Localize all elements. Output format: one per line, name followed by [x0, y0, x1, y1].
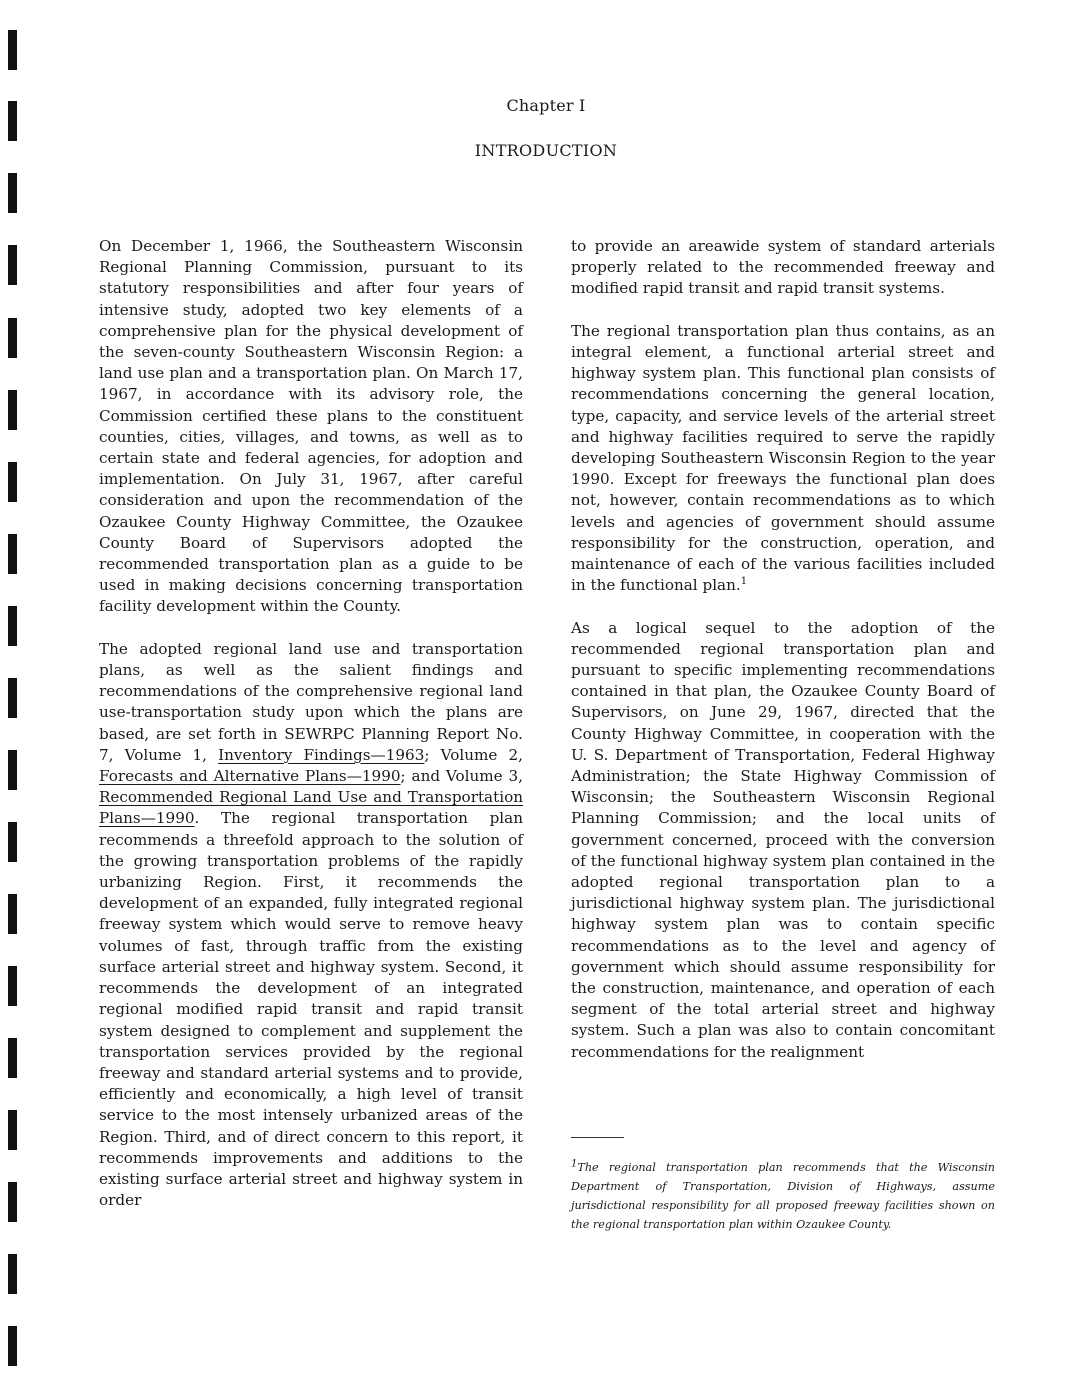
- paragraph-text: The adopted regional land use and transportation plans, as well as the salient findings and recommendations of the comprehensive regional land use-transportation study upon which the plans are based, are set forth in SEWRPC Planning Report No. 7, Volume 1,: [99, 639, 523, 764]
- binding-mark: [8, 1182, 17, 1222]
- report-title: Recommended Regional Land Use and Transportation Plans—1990: [99, 788, 523, 828]
- footnote-reference: 1: [740, 576, 748, 588]
- paragraph: On December 1, 1966, the Southeastern Wisconsin Regional Planning Commission, pursuant to its statutory responsibilities and after four years of intensive study, adopted two key elements of a comprehensive plan for the physical development of the seven-county Southeastern Wisconsin Region: a land use plan and a transportation plan. On March 17, 1967, in accordance with its advisory role, the Commission certified these plans to the constituent counties, cities, villages, and towns, as well as to certain state and federal agencies, for adoption and implementation. On July 31, 1967, after careful consideration and upon the recommendation of the Ozaukee County Highway Committee, the Ozaukee County Board of Supervisors adopted the recommended transportation plan as a guide to be used in making decisions concerning transportation facility development within the County.: [99, 237, 523, 616]
- paragraph-text: ; Volume 2,: [424, 745, 523, 764]
- binding-mark: [8, 245, 17, 285]
- report-title: Forecasts and Alternative Plans—1990: [99, 767, 401, 786]
- report-title: Inventory Findings—1963: [218, 745, 425, 764]
- chapter-label: Chapter I: [506, 96, 586, 115]
- binding-mark: [8, 173, 17, 213]
- paragraph-text: . The regional transportation plan recommends a threefold approach to the solution of the growing transportation problems of the rapidly urbanizing Region. First, it recommends the development of an expanded, fully integrated regional freeway system which would serve to remove heavy volumes of fast, through traffic from the existing surface arterial street and highway system. Second, it recommends the development of an integrated regional modified rapid transit and rapid transit system designed to complement and supplement the transportation services provided by the regional freeway and standard arterial systems and to provide, efficiently and economically, a high level of transit service to the most intensely urbanized areas of the Region. Third, and of direct concern to this report, it recommends improvements and additions to the existing surface arterial street and highway system in order: [99, 809, 523, 1210]
- binding-mark: [8, 1110, 17, 1150]
- binding-mark: [8, 1326, 17, 1366]
- binding-mark: [8, 30, 17, 70]
- footnote-marker: 1: [571, 1158, 578, 1170]
- binding-mark: [8, 822, 17, 862]
- footnote-text: The regional transportation plan recommends that the Wisconsin Department of Transportation, Division of Highways, assume jurisdictional responsibility for all proposed freeway facilities shown on the regional transportation plan within Ozaukee County.: [571, 1161, 995, 1231]
- paragraph: As a logical sequel to the adoption of the recommended regional transportation plan and pursuant to specific implementing recommendations contained in that plan, the Ozaukee County Board of Supervisors, on June 29, 1967, directed that the County Highway Committee, in cooperation with the U. S. Department of Transportation, Federal Highway Administration; the State Highway Commission of Wisconsin; the Southeastern Wisconsin Regional Planning Commission; and the local units of government concerned, proceed with the conversion of the functional highway system plan contained in the adopted regional transportation plan to a jurisdictional highway system plan. The jurisdictional highway system plan was to contain specific recommendations as to the level and agency of government which should assume responsibility for the construction, maintenance, and operation of each segment of the total arterial street and highway system. Such a plan was also to contain concomitant recommendations for the realignment: [571, 618, 995, 1061]
- chapter-title: INTRODUCTION: [474, 141, 618, 160]
- binding-mark: [8, 318, 17, 358]
- paragraph: [99, 639, 523, 1211]
- binding-mark: [8, 894, 17, 934]
- binding-mark: [8, 606, 17, 646]
- binding-mark: [8, 1254, 17, 1294]
- binding-mark: [8, 462, 17, 502]
- paragraph: [571, 321, 995, 597]
- left-column: [99, 236, 523, 1233]
- paragraph-text: ; and Volume 3,: [400, 767, 523, 786]
- binding-mark: [8, 750, 17, 790]
- binding-mark: [8, 678, 17, 718]
- binding-mark: [8, 534, 17, 574]
- right-column: [571, 236, 995, 1084]
- paragraph: to provide an areawide system of standard arterials properly related to the recommended freeway and modified rapid transit and rapid transit systems.: [571, 237, 995, 298]
- footnote-divider: [571, 1137, 624, 1138]
- binding-mark: [8, 1038, 17, 1078]
- paragraph-text: The regional transportation plan thus contains, as an integral element, a functional arterial street and highway system plan. This functional plan consists of recommendations concerning the general location, type, capacity, and service levels of the arterial street and highway facilities required to serve the rapidly developing Southeastern Wisconsin Region to the year 1990. Except for freeways the functional plan does not, however, contain recommendations as to which levels and agencies of government should assume responsibility for the construction, operation, and maintenance of each of the various facilities included in the functional plan.: [571, 321, 995, 595]
- binding-mark: [8, 966, 17, 1006]
- footnote: [571, 1158, 995, 1234]
- binding-mark: [8, 390, 17, 430]
